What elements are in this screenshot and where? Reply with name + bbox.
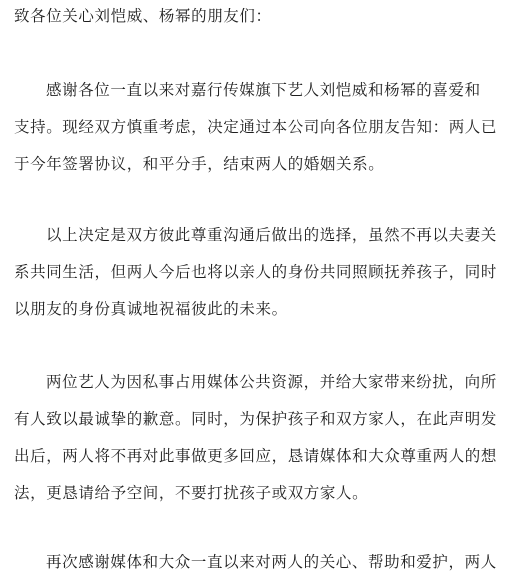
- paragraph-3-line-1: 两位艺人为因私事占用媒体公共资源，并给大家带来纷扰，向所: [46, 373, 497, 391]
- paragraph-3-line-4: 法，更恳请给予空间，不要打扰孩子或双方家人。: [14, 484, 369, 502]
- paragraph-2-line-3: 以朋友的身份真诚地祝福彼此的未来。: [14, 300, 288, 318]
- paragraph-1-line-3: 于今年签署协议，和平分手，结束两人的婚姻关系。: [14, 155, 385, 173]
- paragraph-2-line-2: 系共同生活，但两人今后也将以亲人的身份共同照顾抚养孩子，同时: [14, 263, 498, 281]
- paragraph-3-line-2: 有人致以最诚挚的歉意。同时，为保护孩子和双方家人，在此声明发: [14, 410, 498, 428]
- paragraph-2-line-1: 以上决定是双方彼此尊重沟通后做出的选择，虽然不再以夫妻关: [46, 226, 497, 244]
- paragraph-1-line-1: 感谢各位一直以来对嘉行传媒旗下艺人刘恺威和杨幂的喜爱和: [46, 81, 481, 99]
- paragraph-3-line-3: 出后，两人将不再对此事做更多回应，恳请媒体和大众尊重两人的想: [14, 447, 498, 465]
- salutation: 致各位关心刘恺威、杨幂的朋友们：: [14, 7, 272, 25]
- paragraph-1-line-2: 支持。现经双方慎重考虑，决定通过本公司向各位朋友告知：两人已: [14, 118, 498, 136]
- paragraph-4-line-1: 再次感谢媒体和大众一直以来对两人的关心、帮助和爱护，两人: [46, 553, 497, 571]
